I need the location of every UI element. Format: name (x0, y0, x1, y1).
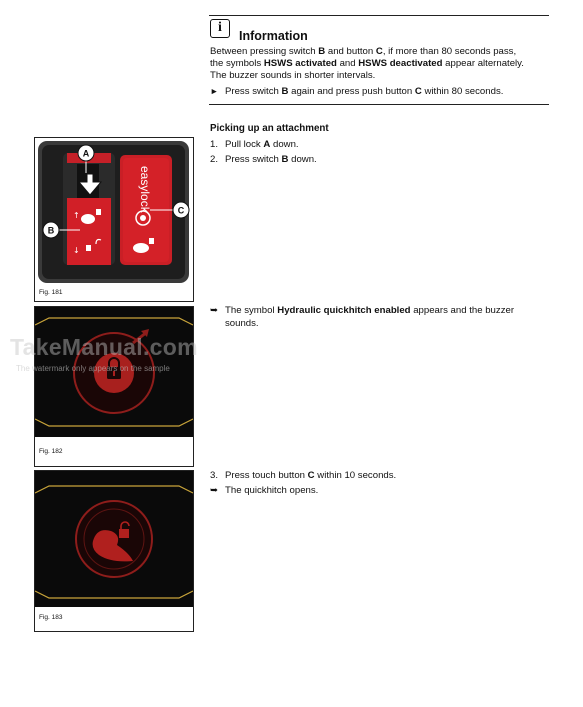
step-3: Press touch button C within 10 seconds. (225, 470, 397, 481)
step-1-number: 1. (210, 139, 219, 150)
step-3-number: 3. (210, 470, 219, 481)
result-1-line-2: sounds. (225, 318, 259, 329)
info-line-2: the symbols HSWS activated and HSWS deactivated appear alternately. (210, 58, 524, 69)
info-icon: i (210, 19, 230, 38)
info-line-1: Between pressing switch B and button C, if more than 80 seconds pass, (210, 46, 517, 57)
section-heading: Picking up an attachment (210, 123, 329, 134)
step-1: Pull lock A down. (225, 139, 299, 150)
info-title: Information (239, 29, 308, 43)
bottom-rule (209, 104, 549, 105)
brand-text: easylock (138, 166, 152, 213)
result-arrow-icon: ➥ (210, 305, 219, 316)
figure-183-caption: Fig. 183 (39, 614, 63, 621)
figure-182-caption: Fig. 182 (39, 448, 63, 455)
result-1-line-1: The symbol Hydraulic quickhitch enabled appears and the buzzer (225, 305, 515, 316)
switch-panel-illustration (35, 138, 193, 288)
figure-182 (34, 306, 194, 467)
callout-b: B (47, 225, 55, 236)
top-rule (209, 15, 549, 16)
screen-quickhitch-illustration (35, 471, 193, 607)
info-action: Press switch B again and press push button C within 80 seconds. (225, 86, 504, 97)
step-2: Press switch B down. (225, 154, 317, 165)
watermark-text: TakeManual.com (10, 334, 198, 360)
callout-a: A (82, 148, 90, 159)
info-line-3: The buzzer sounds in shorter intervals. (210, 70, 376, 81)
svg-text:↑: ↑ (73, 211, 80, 220)
action-marker-icon: ► (210, 86, 219, 96)
result-arrow-icon-2: ➥ (210, 485, 219, 496)
watermark-subtext: The watermark only appears on the sample (16, 364, 170, 373)
callout-c: C (177, 205, 185, 216)
figure-183 (34, 470, 194, 632)
figure-181-caption: Fig. 181 (39, 289, 63, 296)
svg-text:↓: ↓ (73, 246, 80, 255)
step-2-number: 2. (210, 154, 219, 165)
figure-181 (34, 137, 194, 302)
result-2: The quickhitch opens. (225, 485, 319, 496)
